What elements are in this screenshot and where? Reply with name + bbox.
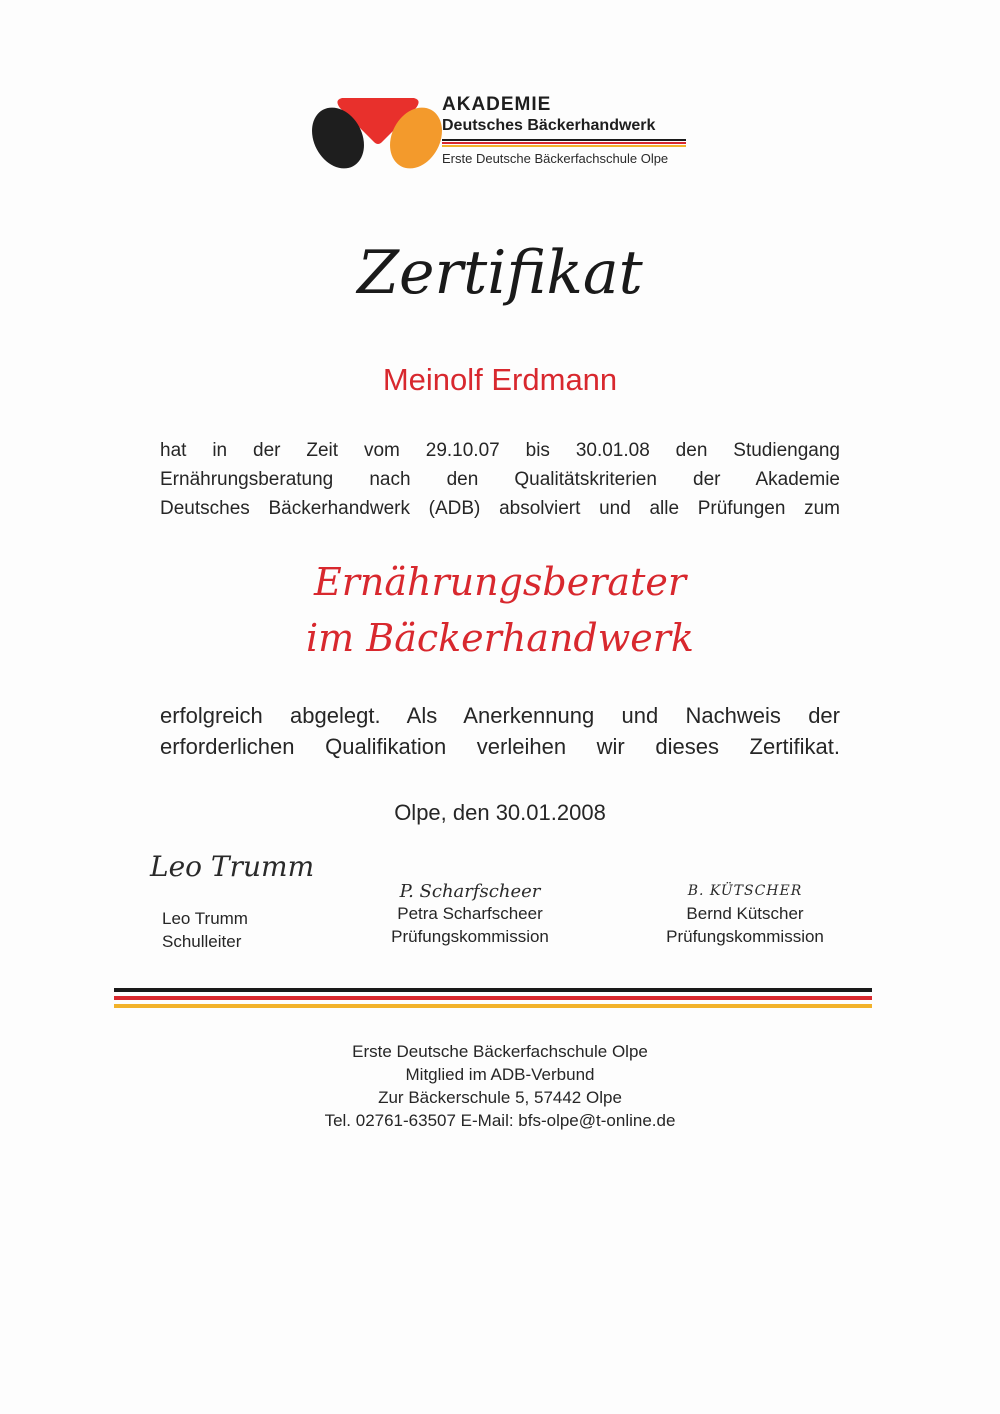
signer-name: Petra Scharfscheer — [397, 904, 543, 923]
recipient-name: Meinolf Erdmann — [382, 362, 618, 397]
flag-stripe-gold — [114, 1004, 872, 1008]
signature: P. Scharfscheer — [399, 881, 541, 902]
signature-block-leo-trumm — [150, 850, 330, 953]
degree-title — [0, 554, 1000, 666]
signature: Leo Trumm — [150, 850, 315, 883]
academy-subtitle: Deutsches Bäckerhandwerk — [442, 117, 656, 134]
flag-stripes — [114, 988, 872, 1012]
signer-name: Leo Trumm — [162, 909, 248, 928]
body-line: Ernährungsberatung nach den Qualitätskriterien der Akademie — [160, 469, 840, 490]
signature: B. KÜTSCHER — [687, 883, 803, 899]
academy-logo — [312, 90, 442, 180]
body-line: hat in der Zeit vom 29.10.07 bis 30.01.08 den Studiengang — [160, 440, 840, 461]
certificate-closing — [160, 700, 840, 762]
academy-name: AKADEMIE — [442, 94, 552, 115]
academy-header — [442, 94, 702, 166]
signature-block-petra-scharfscheer — [370, 880, 570, 948]
header-stripes — [442, 139, 686, 147]
header-stripe-black — [442, 139, 686, 141]
flag-stripe-black — [114, 988, 872, 992]
header-stripe-gold — [442, 145, 686, 147]
signature-block-bernd-kuetscher — [645, 880, 845, 948]
flag-stripe-red — [114, 996, 872, 1000]
closing-line: erforderlichen Qualifikation verleihen wir dieses Zertifikat. — [160, 734, 840, 759]
footer-contact: Tel. 02761-63507 E-Mail: bfs-olpe@t-online.de — [324, 1111, 676, 1130]
certificate-title: Zertifikat — [357, 238, 643, 308]
closing-line: erfolgreich abgelegt. Als Anerkennung und Nachweis der — [160, 703, 840, 728]
header-stripe-red — [442, 142, 686, 144]
body-line: Deutsches Bäckerhandwerk (ADB) absolviert und alle Prüfungen zum — [160, 498, 840, 519]
degree-line-2: im Bäckerhandwerk — [306, 616, 694, 660]
footer-address — [0, 1040, 1000, 1132]
place-date: Olpe, den 30.01.2008 — [394, 800, 606, 825]
footer-line: Mitglied im ADB-Verbund — [405, 1065, 595, 1084]
certificate-body — [160, 436, 840, 523]
footer-line: Erste Deutsche Bäckerfachschule Olpe — [352, 1042, 648, 1061]
signer-role: Prüfungskommission — [666, 927, 824, 946]
signer-role: Schulleiter — [162, 932, 242, 951]
signer-name: Bernd Kütscher — [686, 904, 804, 923]
degree-line-1: Ernährungsberater — [313, 560, 686, 604]
signer-role: Prüfungskommission — [391, 927, 549, 946]
footer-line: Zur Bäckerschule 5, 57442 Olpe — [378, 1088, 622, 1107]
school-name: Erste Deutsche Bäckerfachschule Olpe — [442, 151, 669, 166]
